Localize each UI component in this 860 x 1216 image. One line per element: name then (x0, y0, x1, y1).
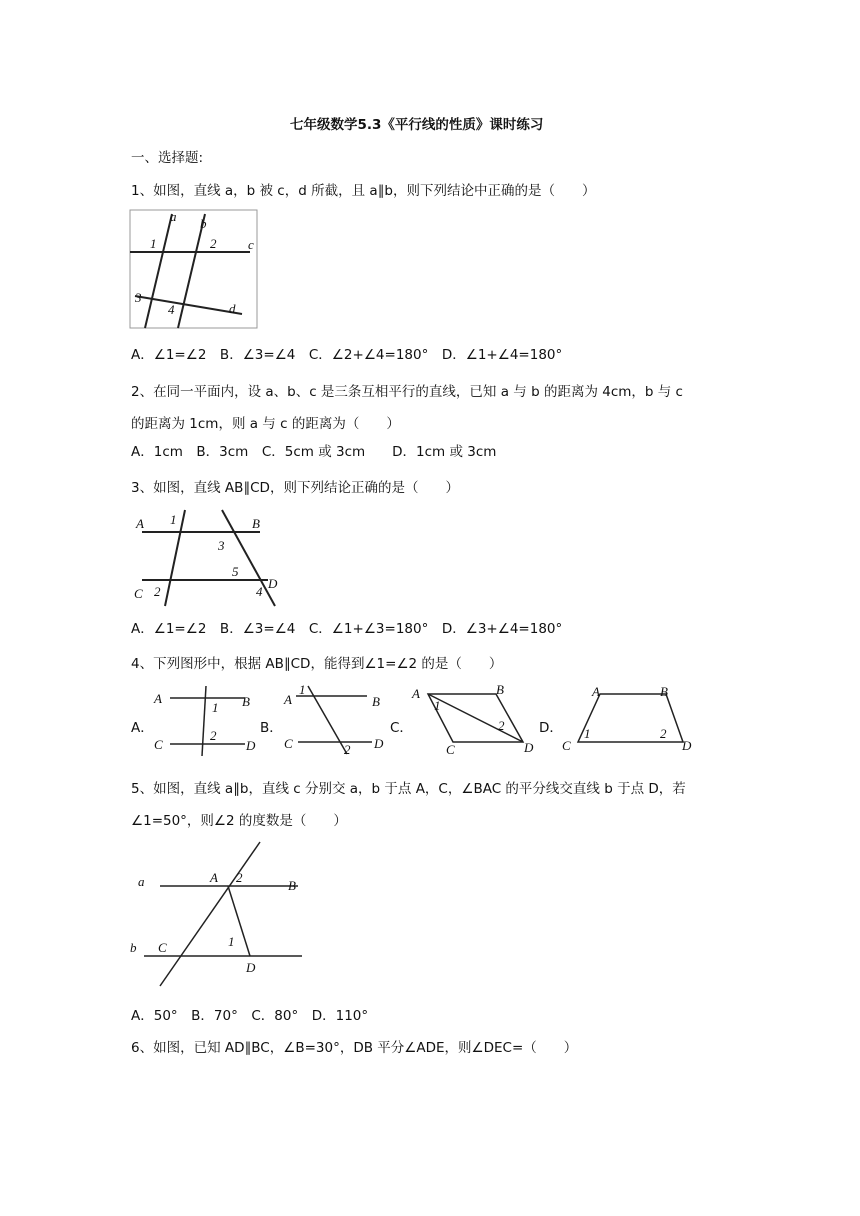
q1-label-b: b (200, 216, 207, 231)
q3-options: A．∠1=∠2 B．∠3=∠4 C．∠1+∠3=180° D．∠3+∠4=180° (131, 621, 563, 637)
q4a-label-B: B (242, 694, 250, 709)
q1-stem: 1、如图，直线 a，b 被 c，d 所截，且 a∥b，则下列结论中正确的是（ ） (131, 183, 596, 199)
q1-angle-2: 2 (210, 236, 217, 251)
q4b-label-C: C (284, 736, 293, 751)
q4-option-c-label: C． (390, 720, 413, 736)
q4d-angle-1: 1 (584, 726, 591, 741)
q4a-angle-1: 1 (212, 700, 219, 715)
q5-label-D: D (246, 960, 256, 975)
q4b-label-B: B (372, 694, 380, 709)
q2-stem-line2: 的距离为 1cm，则 a 与 c 的距离为（ ） (131, 416, 400, 432)
q4c-label-B: B (496, 682, 504, 697)
q5-label-a: a (138, 874, 145, 889)
q4b-label-A: A (284, 692, 292, 707)
q5-angle-2: 2 (236, 870, 243, 885)
q1-angle-3: 3 (135, 290, 142, 305)
q4c-angle-1: 1 (434, 698, 441, 713)
q5-options: A．50° B．70° C．80° D．110° (131, 1008, 369, 1024)
q4-figure-c (408, 682, 538, 757)
q3-label-C: C (134, 586, 143, 601)
q4-figure-d (558, 682, 698, 757)
q4d-label-B: B (660, 684, 668, 699)
q4-stem: 4、下列图形中，根据 AB∥CD，能得到∠1=∠2 的是（ ） (131, 656, 503, 672)
q4-figure-a (150, 684, 260, 759)
q5-stem-line1: 5、如图，直线 a∥b，直线 c 分别交 a，b 于点 A，C，∠BAC 的平分线交直线 b 于点 D，若 (131, 781, 686, 797)
q4c-label-A: A (412, 686, 420, 701)
q4a-label-D: D (246, 738, 256, 753)
q3-figure (130, 508, 280, 608)
q3-angle-1: 1 (170, 512, 177, 527)
q4d-label-C: C (562, 738, 571, 753)
section-heading: 一、选择题: (131, 150, 204, 166)
q4-option-a-label: A． (131, 720, 154, 736)
q3-label-B: B (252, 516, 260, 531)
q1-angle-1: 1 (150, 236, 157, 251)
q5-stem-line2: ∠1=50°，则∠2 的度数是（ ） (131, 813, 347, 829)
q4a-angle-2: 2 (210, 728, 217, 743)
q4b-angle-2: 2 (344, 742, 351, 757)
q1-label-a: a (170, 209, 177, 224)
q4b-label-D: D (374, 736, 384, 751)
q1-label-d: d (229, 301, 236, 316)
q5-label-B: B (288, 878, 296, 893)
q5-angle-1: 1 (228, 934, 235, 949)
q4-option-d-label: D． (539, 720, 563, 736)
q5-label-A: A (210, 870, 218, 885)
q4c-angle-2: 2 (498, 718, 505, 733)
q4a-label-A: A (154, 691, 162, 706)
q4c-label-C: C (446, 742, 455, 757)
q1-options: A．∠1=∠2 B．∠3=∠4 C．∠2+∠4=180° D．∠1+∠4=180° (131, 347, 563, 363)
q6-stem: 6、如图，已知 AD∥BC，∠B=30°，DB 平分∠ADE，则∠DEC=（ ） (131, 1040, 578, 1056)
q4-option-b-label: B． (260, 720, 283, 736)
q4c-label-D: D (524, 740, 534, 755)
q4d-label-A: A (592, 684, 600, 699)
q3-angle-5: 5 (232, 564, 239, 579)
q2-options: A．1cm B．3cm C．5cm 或 3cm D．1cm 或 3cm (131, 444, 497, 460)
q3-angle-4: 4 (256, 584, 263, 599)
q3-label-D: D (268, 576, 278, 591)
q1-label-c: c (248, 237, 254, 252)
q4b-angle-1: 1 (299, 682, 306, 697)
q4d-label-D: D (682, 738, 692, 753)
q4-figure-b (282, 684, 392, 759)
q2-stem-line1: 2、在同一平面内，设 a、b、c 是三条互相平行的直线，已知 a 与 b 的距离为 4cm，b 与 c (131, 384, 683, 400)
q5-label-b: b (130, 940, 137, 955)
q3-angle-2: 2 (154, 584, 161, 599)
page-title: 七年级数学5.3《平行线的性质》课时练习 (290, 117, 544, 133)
q3-stem: 3、如图，直线 AB∥CD，则下列结论正确的是（ ） (131, 480, 459, 496)
q1-angle-4: 4 (168, 302, 175, 317)
q5-label-C: C (158, 940, 167, 955)
q4d-angle-2: 2 (660, 726, 667, 741)
q3-label-A: A (136, 516, 144, 531)
q1-figure (130, 210, 260, 332)
q4a-label-C: C (154, 737, 163, 752)
q3-angle-3: 3 (218, 538, 225, 553)
q5-figure (130, 838, 310, 988)
